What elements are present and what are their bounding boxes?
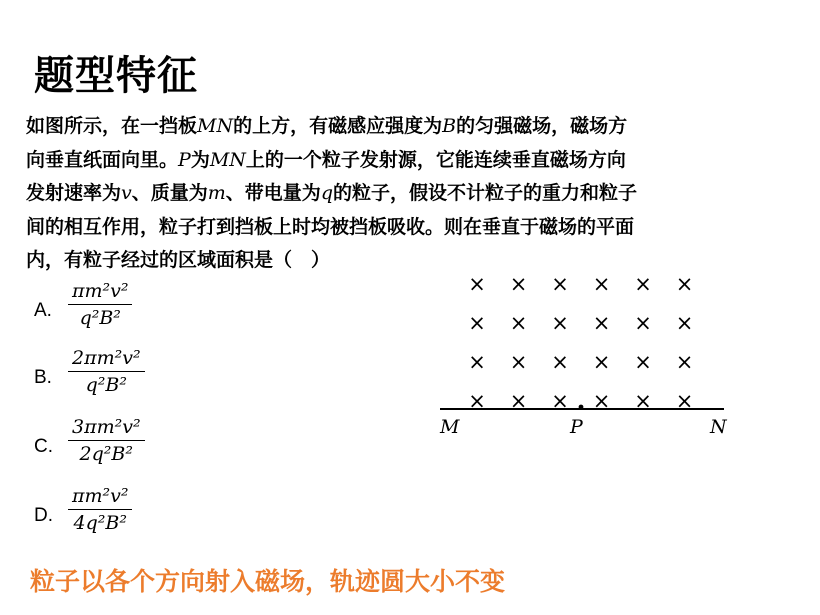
math-symbol: MN bbox=[209, 148, 246, 171]
label-p: P bbox=[570, 416, 583, 438]
field-cross-mark: × bbox=[509, 272, 528, 296]
fraction-denominator: q²B² bbox=[79, 307, 121, 330]
fraction-numerator: 2πm²v² bbox=[72, 347, 141, 369]
math-symbol: q bbox=[320, 182, 333, 204]
label-m: M bbox=[440, 416, 460, 438]
math-symbol: v bbox=[121, 182, 132, 204]
field-cross-mark: × bbox=[675, 272, 694, 296]
question-line bbox=[26, 144, 756, 178]
option-letter: A. bbox=[34, 300, 52, 321]
field-cross-mark: × bbox=[551, 272, 569, 296]
label-n: N bbox=[710, 416, 727, 438]
question-line bbox=[26, 177, 756, 211]
question-text: 如图所示，在一挡板 bbox=[26, 115, 198, 137]
fraction-numerator: 3πm²v² bbox=[72, 416, 141, 438]
option-letter: D. bbox=[34, 505, 53, 526]
question-text: 、质量为 bbox=[131, 182, 208, 204]
question-text: 的匀强磁场，磁场方 bbox=[456, 115, 628, 137]
field-cross-mark: × bbox=[468, 350, 486, 374]
fraction-denominator: 2q²B² bbox=[79, 443, 133, 466]
fraction-numerator: πm²v² bbox=[72, 485, 129, 507]
slide-title: 题型特征 bbox=[34, 53, 198, 99]
math-symbol: P bbox=[178, 148, 191, 171]
source-point-p bbox=[579, 405, 584, 410]
field-cross-mark: × bbox=[634, 311, 652, 335]
question-text: 的上方，有磁感应强度为 bbox=[233, 115, 443, 137]
option-fraction bbox=[68, 345, 145, 398]
field-cross-mark: × bbox=[551, 311, 569, 335]
option-letter: C. bbox=[34, 436, 53, 457]
field-cross-mark: × bbox=[592, 272, 611, 296]
field-cross-mark: × bbox=[675, 350, 694, 374]
question-line bbox=[26, 110, 756, 144]
field-cross-mark: × bbox=[675, 311, 694, 335]
field-cross-mark: × bbox=[592, 350, 611, 374]
field-cross-mark: × bbox=[592, 389, 611, 413]
question-text: 的粒子，假设不计粒子的重力和粒子 bbox=[332, 182, 637, 204]
math-symbol: MN bbox=[197, 115, 234, 137]
field-cross-mark: × bbox=[634, 350, 652, 374]
field-cross-mark: × bbox=[592, 311, 611, 335]
option-fraction bbox=[68, 278, 132, 331]
field-cross-grid bbox=[468, 272, 693, 413]
question-text: 为 bbox=[190, 148, 210, 171]
question-line bbox=[26, 211, 756, 245]
field-cross-mark: × bbox=[634, 389, 652, 413]
math-symbol: m bbox=[207, 182, 226, 204]
option-letter: B. bbox=[34, 367, 52, 388]
question-text: 上的一个粒子发射源，它能连续垂直磁场方向 bbox=[245, 148, 626, 171]
field-cross-mark: × bbox=[509, 389, 528, 413]
option-fraction bbox=[68, 414, 145, 467]
math-symbol: B bbox=[442, 115, 457, 137]
field-cross-mark: × bbox=[634, 272, 652, 296]
field-cross-mark: × bbox=[468, 389, 486, 413]
field-cross-mark: × bbox=[551, 350, 569, 374]
field-cross-mark: × bbox=[509, 350, 528, 374]
question-stem bbox=[26, 110, 756, 278]
question-text: 发射速率为 bbox=[26, 182, 122, 204]
hint-text: 粒子以各个方向射入磁场，轨迹圆大小不变 bbox=[30, 567, 506, 596]
field-cross-mark: × bbox=[468, 311, 486, 335]
field-cross-mark: × bbox=[675, 389, 694, 413]
question-text: 间的相互作用，粒子打到挡板上时均被挡板吸收。则在垂直于磁场的平面 bbox=[26, 215, 635, 238]
figure-canvas bbox=[430, 268, 730, 443]
option-fraction bbox=[68, 483, 132, 536]
fraction-denominator: q²B² bbox=[85, 374, 127, 397]
question-text: 向垂直纸面向里。 bbox=[26, 148, 179, 171]
question-text: 内，有粒子经过的区域面积是（ ） bbox=[26, 249, 331, 271]
fraction-numerator: πm²v² bbox=[72, 280, 129, 302]
field-cross-mark: × bbox=[551, 389, 569, 413]
field-cross-mark: × bbox=[468, 272, 486, 296]
magnetic-field-figure bbox=[430, 268, 730, 443]
fraction-denominator: 4q²B² bbox=[73, 512, 127, 535]
question-text: 、带电量为 bbox=[225, 182, 321, 204]
field-cross-mark: × bbox=[509, 311, 528, 335]
